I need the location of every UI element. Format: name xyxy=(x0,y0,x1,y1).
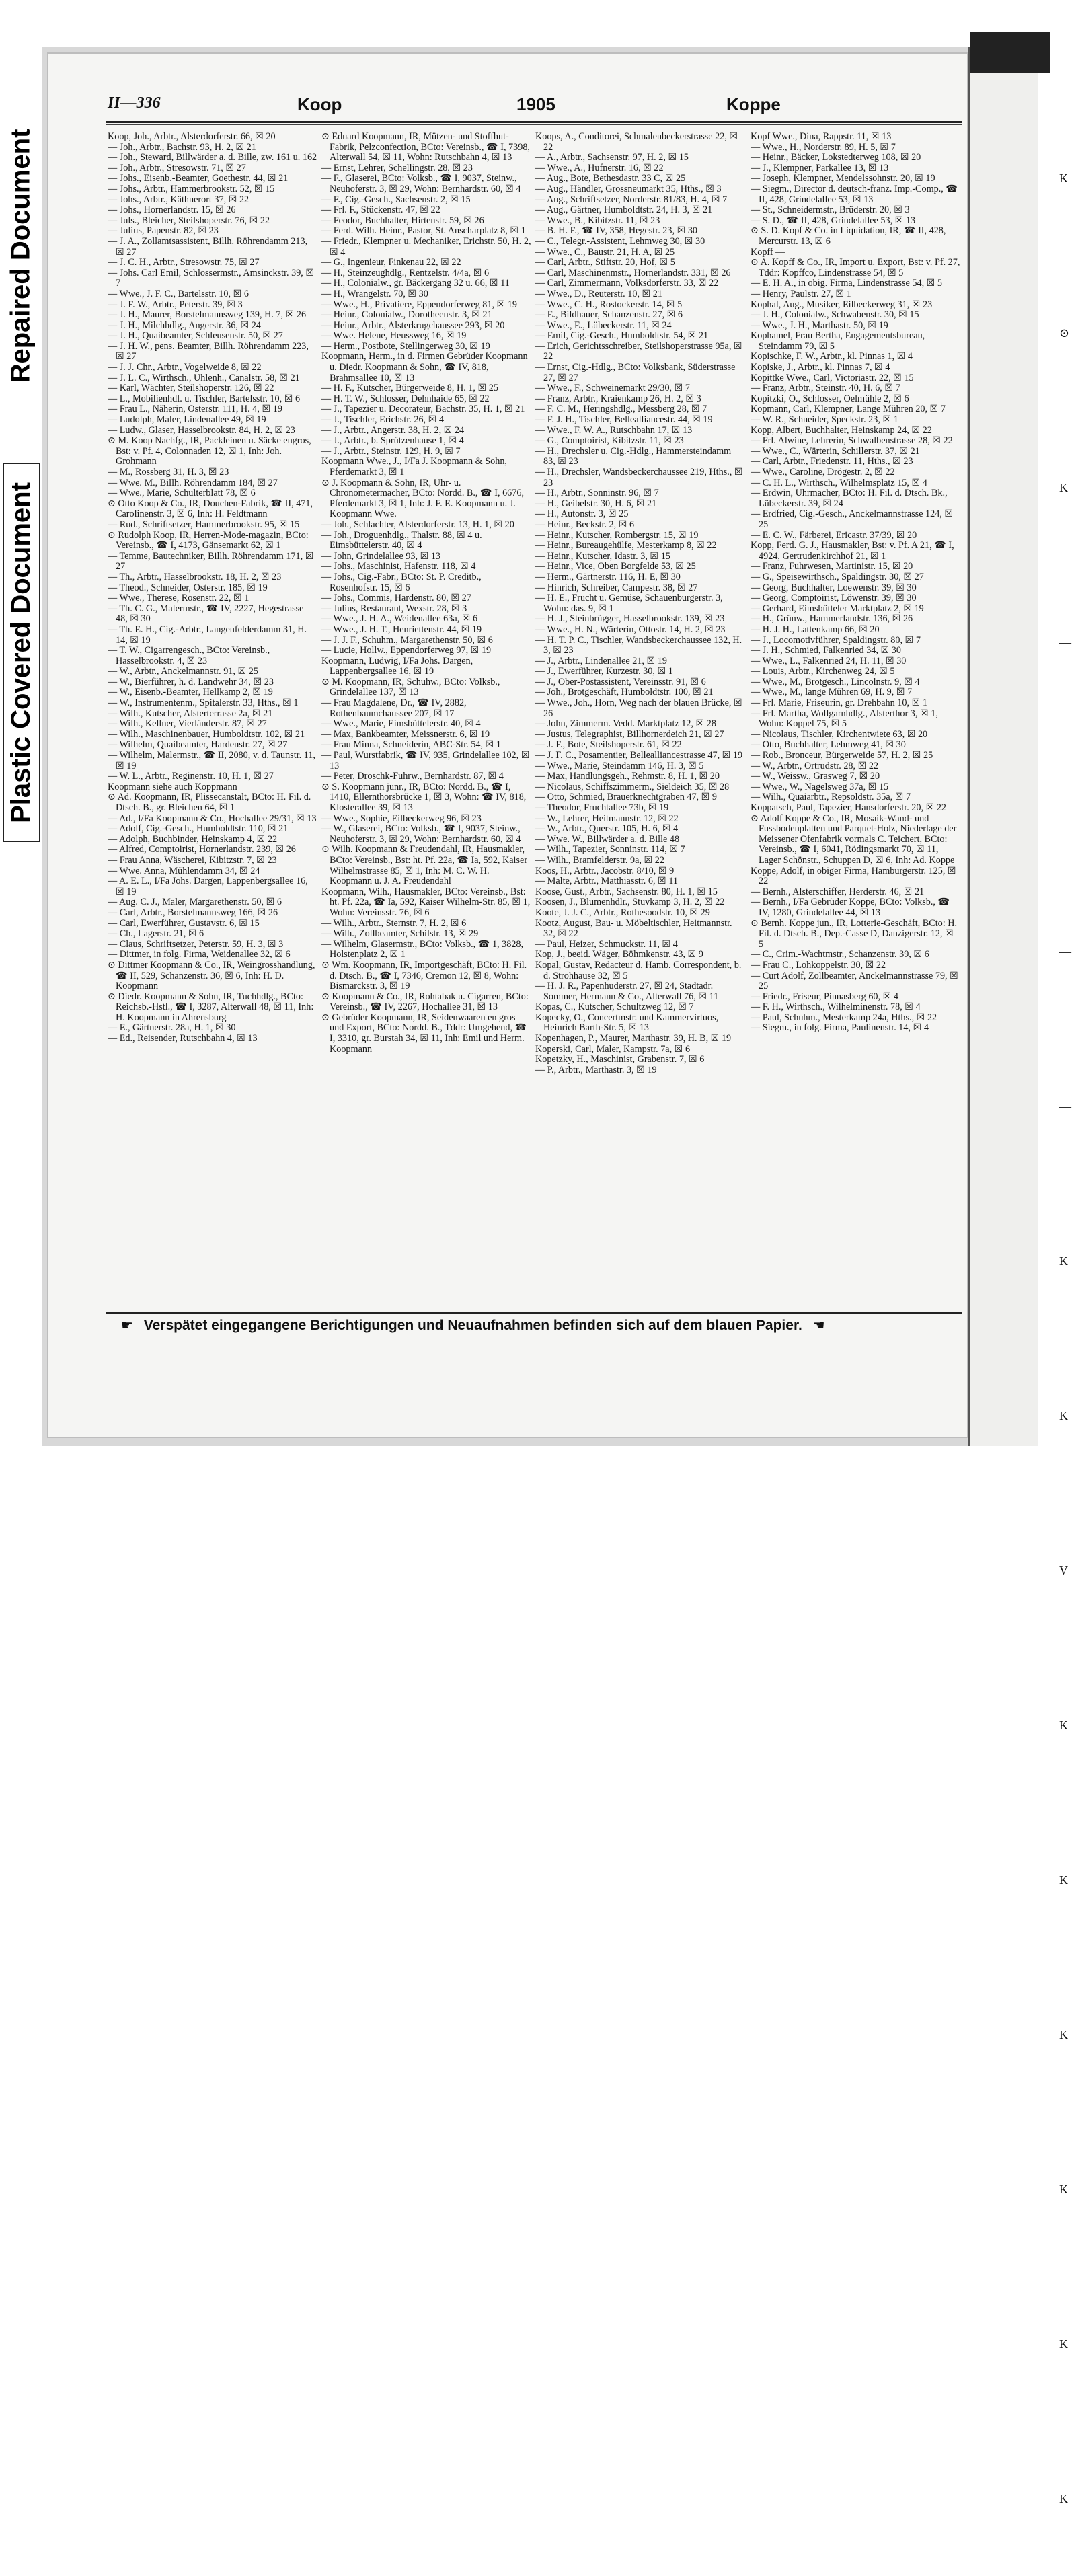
directory-entry: — Juls., Bleicher, Steilshoperstr. 76, ☒ 22 xyxy=(108,215,270,226)
directory-entry: — Wilh., Zollbeamter, Schilstr. 13, ☒ 29 xyxy=(321,928,479,940)
directory-entry: — Ad., I/Fa Koopmann & Co., Hochallee 29/31, ☒ 13 xyxy=(108,812,317,824)
directory-entry: — Carl, Arbtr., Stiftstr. 20, Hof, ☒ 5 xyxy=(535,257,675,268)
directory-entry: — Joh., Brotgeschäft, Humboldtstr. 100, ☒ 21 xyxy=(535,687,714,698)
directory-entry: — Wilhelm, Quaibeamter, Hardenstr. 27, ☒ 27 xyxy=(108,739,288,751)
directory-entry: — J. J. F., Schuhm., Margarethenstr. 50, ☒ 6 xyxy=(321,634,493,646)
directory-entry: — M., Rossberg 31, H. 3, ☒ 23 xyxy=(108,467,229,478)
directory-entry: Kophal, Aug., Musiker, Eilbeckerweg 31, ☒ 23 xyxy=(751,299,933,310)
directory-entry: — Johs., Arbtr., Käthnerort 37, ☒ 22 xyxy=(108,194,249,205)
adjacent-page-letters: K ⊙ K — — — — K K V K K K K K K xyxy=(1059,172,1071,2505)
directory-entry: — Georg, Buchhalter, Loewenstr. 39, ☒ 30 xyxy=(751,582,917,593)
directory-entry: — Alfred, Comptoirist, Hornerlandstr. 239, ☒ 26 xyxy=(108,844,296,856)
directory-entry: — J. C. H., Arbtr., Stresowstr. 75, ☒ 27 xyxy=(108,257,260,268)
header-rule-thin xyxy=(106,124,962,125)
plastic-covered-label xyxy=(0,464,43,841)
directory-entry: — Rud., Schriftsetzer, Hammerbrookstr. 95, ☒ 15 xyxy=(108,519,300,530)
directory-entry: — Heinr., Beckstr. 2, ☒ 6 xyxy=(535,519,635,530)
directory-entry: — Wwe., C., Wärterin, Schillerstr. 37, ☒ 21 xyxy=(751,445,920,457)
directory-entry: — Herm., Postbote, Stellingerweg 30, ☒ 19 xyxy=(321,340,490,352)
directory-entry: Kopitzki, O., Schlosser, Oelmühle 2, ☒ 6 xyxy=(751,393,909,404)
directory-entry: — Wwe., Marie, Schulterblatt 78, ☒ 6 xyxy=(108,488,256,499)
directory-entry: — Carl, Ewerführer, Gustavstr. 6, ☒ 15 xyxy=(108,917,260,929)
directory-entry: Koopmann, Wilh., Hausmakler, BCto: Vereinsb., Bst: ht. Pf. 22a, ☎ Ia, 592, Kaiser Wilhelm-Str. 85, ☒ 1, Wohn: Vereinsstr. 76, ☒ 6 xyxy=(321,886,531,918)
directory-entry: — Wilh., Bramfelderstr. 9a, ☒ 22 xyxy=(535,854,664,866)
directory-entry: — Ed., Reisender, Rutschbahn 4, ☒ 13 xyxy=(108,1033,258,1045)
directory-entry: — Wwe., Sophie, Eilbeckerweg 96, ☒ 23 xyxy=(321,812,482,824)
directory-entry: — W. L., Arbtr., Reginenstr. 10, H. 1, ☒ 27 xyxy=(108,771,274,782)
directory-entry: Koppe, Adolf, in obiger Firma, Hamburgerstr. 125, ☒ 22 xyxy=(751,865,956,887)
directory-entry: — J. F. C., Posamentier, Bellealliancestrasse 47, ☒ 19 xyxy=(535,750,743,761)
footer-rule xyxy=(106,1312,962,1314)
directory-entry: — W., Arbtr., Anckelmannstr. 91, ☒ 25 xyxy=(108,666,258,677)
directory-entry: — E. C. W., Färberei, Ericastr. 37/39, ☒ 20 xyxy=(751,529,917,541)
directory-entry: — Wilh., Kutscher, Alsterterrasse 2a, ☒ 21 xyxy=(108,708,273,719)
directory-entry: — F., Glaserei, BCto: Volksb., ☎ I, 9037, Steinw., Neuhoferstr. 3, ☒ 29, Wohn: Bernhardstr. 60, ☒ 4 xyxy=(321,173,521,194)
directory-entry: — Wwe., M., lange Mühren 69, H. 9, ☒ 7 xyxy=(751,687,913,698)
directory-entry: — Otto, Schmied, Brauerknechtgraben 47, ☒ 9 xyxy=(535,792,717,803)
directory-entry: — Bernh., I/Fa Gebrüder Koppe, BCto: Volksb., ☎ IV, 1280, Grindelallee 44, ☒ 13 xyxy=(751,897,950,918)
directory-entry: — F. J. H., Tischler, Bellealliancestr. 44, ☒ 19 xyxy=(535,414,713,426)
header-rule xyxy=(106,121,962,123)
directory-entry: — Johs., Commis, Hardenstr. 80, ☒ 27 xyxy=(321,593,471,604)
directory-entry: — Henry, Paulstr. 27, ☒ 1 xyxy=(751,288,851,299)
directory-entry: Kopf Wwe., Dina, Rappstr. 11, ☒ 13 xyxy=(751,132,892,142)
directory-entry: — Carl, Arbtr., Friedenstr. 11, Hths., ☒ 23 xyxy=(751,456,913,467)
directory-entry: — Franz, Arbtr., Kraienkamp 26, H. 2, ☒ 3 xyxy=(535,393,701,404)
directory-entry: ⊙ Eduard Koopmann, IR, Mützen- und Stoffhut-Fabrik, Pelzconfection, BCto: Vereinsb., ☎ I, 7398, Alterwall 54, ☒ 11, Wohn: Rutschbahn 4, ☒ 13 xyxy=(321,132,530,163)
directory-entry: — J., Ewerführer, Kurzestr. 30, ☒ 1 xyxy=(535,666,673,677)
footer-notice: Verspätet eingegangene Berichtigungen und Neuaufnahmen befinden sich auf dem blauen Papier. xyxy=(143,1318,802,1333)
directory-entry: — Otto, Buchhalter, Lehmweg 41, ☒ 30 xyxy=(751,739,906,751)
directory-entry: — Erdfried, Cig.-Gesch., Anckelmannstrasse 124, ☒ 25 xyxy=(751,508,954,530)
directory-entry: — Wwe., H. N., Wärterin, Ottostr. 14, H. 2, ☒ 23 xyxy=(535,623,726,635)
directory-entry: — Wilhelm, Malermstr., ☎ II, 2080, v. d. Taunstr. 11, ☒ 19 xyxy=(108,750,315,771)
directory-entry: — Franz, Arbtr., Steinstr. 40, H. 6, ☒ 7 xyxy=(751,383,900,394)
directory-entry: — Joh., Arbtr., Bachstr. 93, H. 2, ☒ 21 xyxy=(108,141,256,153)
directory-entry: — Wwe. Anna, Mühlendamm 34, ☒ 24 xyxy=(108,865,260,876)
directory-entry: — H., Drechsler, Wandsbeckerchaussee 219, Hths., ☒ 23 xyxy=(535,467,743,488)
directory-entry: — G., Speisewirthsch., Spaldingstr. 30, ☒ 27 xyxy=(751,571,924,582)
directory-entry: Koopmann Wwe., J., I/Fa J. Koopmann & Sohn, Pferdemarkt 3, ☒ 1 xyxy=(321,456,507,478)
directory-entry: — Wilh., Kellner, Vierländerstr. 87, ☒ 27 xyxy=(108,718,267,730)
directory-entry: — Erdwin, Uhrmacher, BCto: H. Fil. d. Dtsch. Bk., Lübeckerstr. 39, ☒ 24 xyxy=(751,488,948,509)
directory-entry: — Ludw., Glaser, Hasselbrookstr. 84, H. 2, ☒ 23 xyxy=(108,424,295,436)
directory-entry: — Wwe., L., Falkenried 24, H. 11, ☒ 30 xyxy=(751,655,907,667)
directory-entry: — W., Arbtr., Ortrudstr. 28, ☒ 22 xyxy=(751,760,879,771)
directory-entry: — Theodor, Fruchtallee 73b, ☒ 19 xyxy=(535,802,669,813)
directory-entry: ⊙ Dittmer Koopmann & Co., IR, Weingrosshandlung, ☎ II, 529, Schanzenstr. 36, ☒ 6, Inh: H. D. Koopmann xyxy=(108,959,315,992)
directory-entry: Kopittke Wwe., Carl, Victoriastr. 22, ☒ 15 xyxy=(751,372,914,383)
directory-entry: — H. J. R., Papenhuderstr. 27, ☒ 24, Stadtadr. Sommer, Hermann & Co., Alterwall 76, ☒ 11 xyxy=(535,981,719,1002)
directory-entry: — Johs. Carl Emil, Schlossermstr., Amsinckstr. 39, ☒ 7 xyxy=(108,267,315,289)
directory-entry: — Aug., Händler, Grossneumarkt 35, Hths., ☒ 3 xyxy=(535,183,722,194)
directory-entry: — Max, Handlungsgeh., Rehmstr. 8, H. 1, ☒ 20 xyxy=(535,771,720,782)
directory-entry: — Wwe., H., Norderstr. 89, H. 5, ☒ 7 xyxy=(751,141,896,153)
directory-entry: Kop, J., beeid. Wäger, Böhmkenstr. 43, ☒ 9 xyxy=(535,949,703,960)
directory-entry: — Johs., Maschinist, Hafenstr. 118, ☒ 4 xyxy=(321,561,476,572)
directory-entry: Kopischke, F. W., Arbtr., kl. Pinnas 1, ☒ 4 xyxy=(751,351,913,363)
directory-entry: — Franz, Fuhrwesen, Martinistr. 15, ☒ 20 xyxy=(751,561,913,572)
directory-entry: — H. J., Steinbrügger, Hasselbrookstr. 139, ☒ 23 xyxy=(535,613,725,625)
directory-entry: — Nicolaus, Tischler, Kirchentwiete 63, ☒ 20 xyxy=(751,728,928,740)
directory-entry: — F., Cig.-Gesch., Sachsenstr. 2, ☒ 15 xyxy=(321,194,471,205)
directory-entry: — H., Drechsler u. Cig.-Hdlg., Hammersteindamm 83, ☒ 23 xyxy=(535,445,732,467)
directory-entry: — Wwe., J. H. A., Weidenallee 63a, ☒ 6 xyxy=(321,613,478,625)
directory-entry: — J. H., Maurer, Borstelmannsweg 139, H. 7, ☒ 26 xyxy=(108,309,307,321)
directory-entry: — A. E. L., I/Fa Johs. Dargen, Lappenbergsallee 16, ☒ 19 xyxy=(108,876,308,897)
directory-entry: — Heinr., Bäcker, Lokstedterweg 108, ☒ 20 xyxy=(751,152,921,163)
directory-entry: Koops, A., Conditorei, Schmalenbeckerstrasse 22, ☒ 22 xyxy=(535,132,738,153)
directory-entry: ⊙ S. Koopmann junr., IR, BCto: Nordd. B., ☎ I, 1410, Ellernthorsbrücke 1, ☒ 3, Wohn: ☎ IV, 818, Klosterallee 39, ☒ 13 xyxy=(321,781,527,813)
directory-entry: Kopp, Ferd. G. J., Hausmakler, Bst: v. Pf. A 21, ☎ I, 4924, Gertrudenkirchhof 21, ☒ 1 xyxy=(751,540,954,562)
header-left-keyword: Koop xyxy=(297,94,342,114)
directory-entry: — W., Weissw., Grasweg 7, ☒ 20 xyxy=(751,771,880,782)
directory-entry: — W., Eisenb.-Beamter, Hellkamp 2, ☒ 19 xyxy=(108,687,273,698)
directory-entry: — Carl, Maschinenmstr., Hornerlandstr. 331, ☒ 26 xyxy=(535,267,731,278)
directory-entry: — J., Locomotivführer, Spaldingstr. 80, ☒ 7 xyxy=(751,634,921,646)
directory-entry: — Heinr., Kutscher, Idastr. 3, ☒ 15 xyxy=(535,550,670,562)
column-1 xyxy=(108,132,317,1305)
directory-entry: — Wwe., C. H., Rostockerstr. 14, ☒ 5 xyxy=(535,299,683,310)
directory-entry: — Friedr., Klempner u. Mechaniker, Erichstr. 50, H. 2, ☒ 4 xyxy=(321,235,531,258)
directory-entry: — Wwe., F. W. A., Rutschbahn 17, ☒ 13 xyxy=(535,424,693,436)
directory-entry: — Julius, Restaurant, Wexstr. 28, ☒ 3 xyxy=(321,603,467,614)
directory-entry: — Ludolph, Maler, Lindenallee 49, ☒ 19 xyxy=(108,414,266,426)
directory-entry: — Max, Bankbeamter, Meissnerstr. 6, ☒ 19 xyxy=(321,728,490,740)
directory-entry: — C., Crim.-Wachtmstr., Schanzenstr. 39, ☒ 6 xyxy=(751,949,929,960)
directory-entry: — J. A., Zollamtsassistent, Billh. Röhrendamm 213, ☒ 27 xyxy=(108,235,308,258)
directory-entry: — Wwe., E., Lübeckerstr. 11, ☒ 24 xyxy=(535,319,672,331)
directory-entry: — John, Zimmerm. Vedd. Marktplatz 12, ☒ 28 xyxy=(535,718,716,730)
directory-entry: — Adolph, Buchbinder, Heinskamp 4, ☒ 22 xyxy=(108,833,278,845)
directory-entry: — Ernst, Cig.-Hdlg., BCto: Volksbank, Süderstrasse 27, ☒ 27 xyxy=(535,362,736,383)
directory-entry: — Temme, Bautechniker, Billh. Röhrendamm 171, ☒ 27 xyxy=(108,550,314,572)
directory-entry: — Wwe., H., Privatiere, Eppendorferweg 81, ☒ 19 xyxy=(321,299,518,310)
directory-entry: — Johs., Cig.-Fabr., BCto: St. P. Creditb., Rosenhofstr. 15, ☒ 6 xyxy=(321,571,482,593)
directory-entry: — Frl. Alwine, Lehrerin, Schwalbenstrasse 28, ☒ 22 xyxy=(751,435,953,447)
directory-entry: — J. F. W., Arbtr., Peterstr. 39, ☒ 3 xyxy=(108,299,243,310)
directory-entry: — J., Ober-Postassistent, Vereinsstr. 91, ☒ 6 xyxy=(535,676,706,687)
directory-entry: — J., Arbtr., Lindenallee 21, ☒ 19 xyxy=(535,655,667,667)
directory-entry: ⊙ J. Koopmann & Sohn, IR, Uhr- u. Chronometermacher, BCto: Nordd. B., ☎ I, 6676, Pferdemarkt 3, ☒ 1, Inh: J. F. E. Koopmann u. J. Koopmann Wwe. xyxy=(321,477,524,520)
directory-entry: Koopmann, Herm., in d. Firmen Gebrüder Koopmann u. Diedr. Koopmann & Sohn, ☎ IV, 818, Brahmsallee 10, ☒ 13 xyxy=(321,351,528,383)
directory-entry: — Karl, Wächter, Steilshoperstr. 126, ☒ 22 xyxy=(108,383,274,394)
directory-entry: — H. E., Frucht u. Gemüse, Schauenburgerstr. 3, Wohn: das. 9, ☒ 1 xyxy=(535,593,723,614)
directory-entry: — Frau L., Näherin, Osterstr. 111, H. 4, ☒ 19 xyxy=(108,404,282,415)
directory-entry: — Hinrich, Schreiber, Campestr. 38, ☒ 27 xyxy=(535,582,698,593)
header-right-keyword: Koppe xyxy=(726,94,781,114)
directory-entry: — J. H., Milchhdlg., Angerstr. 36, ☒ 24 xyxy=(108,319,261,331)
directory-entry: — Wwe., M., Brotgesch., Lincolnstr. 9, ☒ 4 xyxy=(751,676,920,687)
directory-entry: — J. J. Chr., Arbtr., Vogelweide 8, ☒ 22 xyxy=(108,362,262,373)
directory-entry: — W. R., Schneider, Speckstr. 23, ☒ 1 xyxy=(751,414,898,426)
directory-entry: — G., Ingenieur, Finkenau 22, ☒ 22 xyxy=(321,257,461,268)
directory-entry: — H., Grünw., Hammerlandstr. 136, ☒ 26 xyxy=(751,613,913,625)
directory-entry: — Herm., Gärtnerstr. 116, H. E, ☒ 30 xyxy=(535,571,681,582)
directory-entry: — Ch., Lagerstr. 21, ☒ 6 xyxy=(108,928,204,940)
directory-entry: — Paul, Wurstfabrik, ☎ IV, 935, Grindelallee 102, ☒ 13 xyxy=(321,750,530,771)
directory-entry: — Ernst, Lehrer, Schellingstr. 28, ☒ 23 xyxy=(321,162,473,174)
directory-entry: — J., Tischler, Erichstr. 26, ☒ 4 xyxy=(321,414,445,426)
directory-entry: Kootz, August, Bau- u. Möbeltischler, Heitmannstr. 32, ☒ 22 xyxy=(535,917,732,940)
directory-entry: — Wwe., D., Reuterstr. 10, ☒ 21 xyxy=(535,288,662,299)
directory-entry: — Rob., Bronceur, Bürgerweide 57, H. 2, ☒ 25 xyxy=(751,750,933,761)
directory-entry: — Frau Minna, Schneiderin, ABC-Str. 54, ☒ 1 xyxy=(321,739,501,751)
directory-entry: — Lucie, Hollw., Eppendorferweg 97, ☒ 19 xyxy=(321,645,492,656)
directory-entry: — Siegm., Director d. deutsch-franz. Imp.-Comp., ☎ II, 428, Grindelallee 53, ☒ 13 xyxy=(751,183,958,205)
directory-entry: — G., Comptoirist, Kibitzstr. 11, ☒ 23 xyxy=(535,435,684,447)
directory-entry: — J. H., Quaibeamter, Schleusenstr. 50, ☒ 27 xyxy=(108,330,283,342)
directory-entry: — Aug., Schriftsetzer, Norderstr. 81/83, H. 4, ☒ 7 xyxy=(535,194,728,205)
directory-entry: — H., Arbtr., Sonninstr. 96, ☒ 7 xyxy=(535,488,659,499)
directory-entry: — Wwe., W., Nagelsweg 37a, ☒ 15 xyxy=(751,781,889,792)
directory-entry: — Dittmer, in folg. Firma, Weidenallee 32, ☒ 6 xyxy=(108,949,291,960)
directory-entry: — Frau C., Lohkoppelstr. 30, ☒ 22 xyxy=(751,959,886,971)
directory-entry: Kopmann, Carl, Klempner, Lange Mühren 20, ☒ 7 xyxy=(751,404,946,415)
directory-entry: — Wwe., J. F. C., Bartelsstr. 10, ☒ 6 xyxy=(108,288,249,299)
directory-entry: — H. T. W., Schlosser, Dehnhaide 65, ☒ 22 xyxy=(321,393,490,404)
directory-entry: — Wwe., F., Schweinemarkt 29/30, ☒ 7 xyxy=(535,383,691,394)
directory-entry: — J. H., Colonialw., Schwabenstr. 30, ☒ 15 xyxy=(751,309,919,321)
directory-entry: — F. C. M., Heringshdlg., Messberg 28, ☒ 7 xyxy=(535,404,707,415)
directory-entry: — Heinr., Colonialw., Dorotheenstr. 3, ☒ 21 xyxy=(321,309,492,321)
directory-entry: Koperski, Carl, Maler, Kampstr. 7a, ☒ 6 xyxy=(535,1043,691,1055)
directory-entry: — J. L. C., Wirthsch., Uhlenh., Canalstr. 58, ☒ 21 xyxy=(108,372,300,383)
directory-entry: — Wwe. M., Billh. Röhrendamm 184, ☒ 27 xyxy=(108,477,278,488)
directory-entry: — Frl. Marie, Friseurin, gr. Drehbahn 10, ☒ 1 xyxy=(751,697,927,709)
directory-entry: — Wwe., Caroline, Drögestr. 2, ☒ 22 xyxy=(751,467,895,478)
directory-entry: Koose, Gust., Arbtr., Sachsenstr. 80, H. 1, ☒ 15 xyxy=(535,886,718,897)
directory-entry: Kopenhagen, P., Maurer, Marthastr. 39, H. B, ☒ 19 xyxy=(535,1033,732,1045)
directory-entry: — Joh., Steward, Billwärder a. d. Bille, zw. 161 u. 162 xyxy=(108,152,317,163)
directory-entry: — Aug. C. J., Maler, Margarethenstr. 50, ☒ 6 xyxy=(108,897,282,908)
adjacent-page-strip xyxy=(968,47,1038,1446)
directory-entry: — Paul, Schuhm., Mesterkamp 24a, Hths., ☒ 22 xyxy=(751,1012,937,1023)
directory-entry: — Georg, Comptoirist, Löwenstr. 39, ☒ 30 xyxy=(751,593,917,604)
directory-entry: — John, Grindelallee 93, ☒ 13 xyxy=(321,550,441,562)
directory-entry: — W., Bierführer, h. d. Landwehr 34, ☒ 23 xyxy=(108,676,274,687)
directory-entry: — Heinr., Vice, Oben Borgfelde 53, ☒ 25 xyxy=(535,561,696,572)
directory-entry: — Justus, Telegraphist, Billhornerdeich 21, ☒ 27 xyxy=(535,728,724,740)
directory-entry: ⊙ Otto Koop & Co., IR, Douchen-Fabrik, ☎ II, 471, Carolinenstr. 3, ☒ 6, Inh: H. Feldtmann xyxy=(108,498,313,520)
directory-entry: — H., Wrangelstr. 70, ☒ 30 xyxy=(321,288,428,299)
directory-entry: — Th. C. G., Malermstr., ☎ IV, 2227, Hegestrasse 48, ☒ 30 xyxy=(108,603,304,625)
directory-entry: — Claus, Schriftsetzer, Peterstr. 59, H. 3, ☒ 3 xyxy=(108,938,284,950)
directory-entry: — C. H. L., Wirthsch., Wilhelmsplatz 15, ☒ 4 xyxy=(751,477,927,488)
directory-entry: — Wwe., A., Hufnerstr. 16, ☒ 22 xyxy=(535,162,664,174)
directory-entry: ⊙ Rudolph Koop, IR, Herren-Mode-magazin, BCto: Vereinsb., ☎ I, 4173, Gänsemarkt 62, ☒ 1 xyxy=(108,529,309,552)
directory-entry: Koosen, J., Blumenhdlr., Stuvkamp 3, H. 2, ☒ 22 xyxy=(535,897,725,908)
directory-entry: — Wilh., Tapezier, Sonninstr. 114, ☒ 7 xyxy=(535,844,685,856)
directory-entry: — Johs., Eisenb.-Beamter, Goethestr. 44, ☒ 21 xyxy=(108,173,289,184)
directory-entry: — Carl, Zimmermann, Volksdorferstr. 33, ☒ 22 xyxy=(535,278,719,289)
directory-entry: — Joseph, Klempner, Mendelssohnstr. 20, ☒ 19 xyxy=(751,173,935,184)
directory-entry: — Johs., Hornerlandstr. 15, ☒ 26 xyxy=(108,204,236,216)
pointing-hand-left-icon: ☚ xyxy=(812,1318,825,1333)
directory-entry: — Wwe., C., Baustr. 21, H. A, ☒ 25 xyxy=(535,246,675,258)
directory-entry: Koos, H., Arbtr., Jacobstr. 8/10, ☒ 9 xyxy=(535,865,675,876)
directory-entry: — Erich, Gerichtsschreiber, Steilshoperstrasse 95a, ☒ 22 xyxy=(535,340,742,363)
directory-entry: — Paul, Heizer, Schmuckstr. 11, ☒ 4 xyxy=(535,938,678,950)
directory-entry: — Bernh., Alsterschiffer, Herderstr. 46, ☒ 21 xyxy=(751,886,925,897)
directory-entry: — Carl, Arbtr., Borstelmannsweg 166, ☒ 26 xyxy=(108,907,278,918)
directory-entry: — Aug., Gärtner, Humboldtstr. 24, H. 3, ☒ 21 xyxy=(535,204,713,216)
directory-entry: — J. F., Bote, Steilshoperstr. 61, ☒ 22 xyxy=(535,739,682,751)
directory-entry: Kopiske, J., Arbtr., kl. Pinnas 7, ☒ 4 xyxy=(751,362,890,373)
directory-entry: — Wwe. Helene, Heussweg 16, ☒ 19 xyxy=(321,330,467,342)
directory-entry: — A., Arbtr., Sachsenstr. 97, H. 2, ☒ 15 xyxy=(535,152,689,163)
directory-entry: — Aug., Bote, Bethesdastr. 33 C, ☒ 25 xyxy=(535,173,686,184)
directory-entry: — W., Arbtr., Querstr. 105, H. 6, ☒ 4 xyxy=(535,823,679,835)
directory-entry: — Julius, Papenstr. 82, ☒ 23 xyxy=(108,225,219,237)
directory-entry: ⊙ Wilh. Koopmann & Freudendahl, IR, Hausmakler, BCto: Vereinsb., Bst: ht. Pf. 22a, ☎ Ia, 592, Kaiser Wilhelmstrasse 85, ☒ 1, Inh: M. C. W. H. Koopmann u. J. A. Freudendahl xyxy=(321,844,528,887)
directory-entry: — E. H. A., in obig. Firma, Lindenstrasse 54, ☒ 5 xyxy=(751,278,943,289)
sidebar xyxy=(0,0,42,1464)
directory-entry: — Peter, Droschk-Fuhrw., Bernhardstr. 87, ☒ 4 xyxy=(321,771,504,782)
directory-entry: — Wwe., Marie, Steindamm 146, H. 3, ☒ 5 xyxy=(535,760,704,771)
directory-entry: — Wwe. W., Billwärder a. d. Bille 48 xyxy=(535,833,680,845)
repaired-document-label xyxy=(0,74,43,437)
plastic-covered-text: Plastic Covered Document xyxy=(5,482,36,823)
directory-entry: — Gerhard, Eimsbütteler Marktplatz 2, ☒ 19 xyxy=(751,603,924,614)
directory-entry: — H., Steinzeughdlg., Rentzelstr. 4/4a, ☒ 6 xyxy=(321,267,490,278)
directory-entry: Koote, J. J. C., Arbtr., Rothesoodstr. 10, ☒ 29 xyxy=(535,907,710,918)
column-2 xyxy=(321,132,531,1305)
directory-entry: Koopmann, Ludwig, I/Fa Johs. Dargen, Lappenbergsallee 16, ☒ 19 xyxy=(321,655,473,677)
directory-entry: — H., Geibelstr. 30, H. 6, ☒ 21 xyxy=(535,498,657,509)
directory-entry: Koppatsch, Paul, Tapezier, Hansdorferstr. 20, ☒ 22 xyxy=(751,802,947,813)
header-year: 1905 xyxy=(516,94,555,114)
directory-entry: — W., Lehrer, Heitmannstr. 12, ☒ 22 xyxy=(535,812,679,824)
directory-entry: — Wilhelm, Glasermstr., BCto: Volksb., ☎ 1, 3828, Holstenplatz 2, ☒ 1 xyxy=(321,938,524,960)
directory-entry: Kopal, Gustav, Redacteur d. Hamb. Correspondent, b. d. Strohhause 32, ☒ 5 xyxy=(535,959,742,981)
directory-entry: — J., Arbtr., Steinstr. 129, H. 9, ☒ 7 xyxy=(321,445,461,457)
directory-entry: — W., Instrumentenm., Spitalerstr. 33, Hths., ☒ 1 xyxy=(108,697,299,709)
directory-entry: — Wwe., J. H., Marthastr. 50, ☒ 19 xyxy=(751,319,888,331)
directory-entry: Koop, Joh., Arbtr., Alsterdorferstr. 66, ☒ 20 xyxy=(108,132,276,142)
directory-entry: ⊙ Diedr. Koopmann & Sohn, IR, Tuchhdlg., BCto: Reichsb.-Hstl., ☎ I, 3287, Alterwall 48, ☒ 11, Inh: H. Koopmann in Ahrensburg xyxy=(108,991,314,1023)
directory-entry: ⊙ Adolf Koppe & Co., IR, Mosaik-Wand- und Fussbodenplatten und Parquet-Holz, Niederlage der Meissener Ofenfabrik vormals C. Teichert, BCto: Vereinsb., ☎ I, 6041, Rödingsmarkt 70, ☒ 11, Lager Schönstr., Schuppen D, ☒ 6, Inh: Ad. Koppe xyxy=(751,812,957,866)
directory-entry: — Louis, Arbtr., Kirchenweg 24, ☒ 5 xyxy=(751,666,895,677)
directory-entry: — J., Tapezier u. Decorateur, Bachstr. 35, H. 1, ☒ 21 xyxy=(321,404,525,415)
directory-entry: ⊙ S. D. Kopf & Co. in Liquidation, IR, ☎ II, 428, Mercurstr. 13, ☒ 6 xyxy=(751,225,946,247)
directory-entry: — J., Arbtr., b. Sprützenhause 1, ☒ 4 xyxy=(321,435,464,447)
directory-entry: — H. J. H., Lattenkamp 66, ☒ 20 xyxy=(751,623,880,635)
directory-entry: — Wwe., Marie, Eimsbüttelerstr. 40, ☒ 4 xyxy=(321,718,481,730)
directory-entry: — Frl. Martha, Wollgarnhdlg., Alsterthor 3, ☒ 1, Wohn: Koppel 75, ☒ 5 xyxy=(751,708,938,730)
directory-entry: — Adolf, Cig.-Gesch., Humboldtstr. 110, ☒ 21 xyxy=(108,823,289,835)
directory-entry: — H., Autonstr. 3, ☒ 25 xyxy=(535,508,629,520)
directory-entry: — Emil, Cig.-Gesch., Humboldtstr. 54, ☒ 21 xyxy=(535,330,709,342)
directory-entry: — Wwe., J. H. T., Henriettenstr. 44, ☒ 19 xyxy=(321,623,482,635)
directory-entry: — Johs., Arbtr., Hammerbrookstr. 52, ☒ 15 xyxy=(108,183,275,194)
directory-entry: — Joh., Droguenhdlg., Thalstr. 88, ☒ 4 u. Eimsbüttelerstr. 40, ☒ 4 xyxy=(321,529,482,552)
directory-entry: — J., Arbtr., Angerstr. 38, H. 2, ☒ 24 xyxy=(321,424,465,436)
directory-entry: — T. W., Cigarrengesch., BCto: Vereinsb., Hasselbrookstr. 4, ☒ 23 xyxy=(108,645,270,667)
page-header xyxy=(108,94,965,117)
directory-entry: Kopff — xyxy=(751,246,785,258)
column-4 xyxy=(751,132,960,1305)
directory-entry: — Ferd. Wilh. Heinr., Pastor, St. Anscharplatz 8, ☒ 1 xyxy=(321,225,526,237)
directory-entry: — J. H. W., pens. Beamter, Billh. Röhrendamm 223, ☒ 27 xyxy=(108,340,309,363)
pointing-hand-right-icon: ☛ xyxy=(121,1318,133,1333)
directory-entry: — Frau Magdalene, Dr., ☎ IV, 2882, Rothenbaumchaussee 207, ☒ 17 xyxy=(321,697,467,719)
directory-entry: — J., Klempner, Parkallee 13, ☒ 13 xyxy=(751,162,889,174)
directory-entry: — Heinr., Bureaugehülfe, Mesterkamp 8, ☒ 22 xyxy=(535,540,717,552)
column-3 xyxy=(535,132,745,1305)
directory-entry: — Th., Arbtr., Hasselbrookstr. 18, H. 2, ☒ 23 xyxy=(108,571,282,582)
directory-entry: ⊙ M. Koopmann, IR, Schuhw., BCto: Volksb., Grindelallee 137, ☒ 13 xyxy=(321,676,500,698)
directory-entry: — Frau Anna, Wäscherei, Kibitzstr. 7, ☒ 23 xyxy=(108,854,277,866)
directory-entry: — Wilh., Quaiarbtr., Repsoldstr. 35a, ☒ 7 xyxy=(751,792,911,803)
directory-entry: — J. H., Schmied, Falkenried 34, ☒ 30 xyxy=(751,645,901,656)
directory-entry: — Malte, Arbtr., Matthiasstr. 6, ☒ 11 xyxy=(535,876,678,887)
directory-entry: — Heinr., Arbtr., Alsterkrugchaussee 293, ☒ 20 xyxy=(321,319,505,331)
directory-entry: — W., Glaserei, BCto: Volksb., ☎ I, 9037, Steinw., Neuhoferstr. 3, ☒ 29, Wohn: Bernhardstr. 60, ☒ 4 xyxy=(321,823,521,845)
directory-entry: — Wwe., Joh., Horn, Weg nach der blauen Brücke, ☒ 26 xyxy=(535,697,742,719)
directory-entry: — B. H. F., ☎ IV, 358, Hegestr. 23, ☒ 30 xyxy=(535,225,698,237)
directory-entry: Kopp, Albert, Buchhalter, Heinskamp 24, ☒ 22 xyxy=(751,424,932,436)
directory-entry: — E., Gärtnerstr. 28a, H. 1, ☒ 30 xyxy=(108,1022,236,1034)
directory-entry: — E., Bildhauer, Schanzenstr. 27, ☒ 6 xyxy=(535,309,683,321)
directory-entry: Kopecky, O., Concertmstr. und Kammervirtuos, Heinrich Barth-Str. 5, ☒ 13 xyxy=(535,1012,719,1034)
directory-entry: — S. D., ☎ II, 428, Grindelallee 53, ☒ 13 xyxy=(751,215,916,226)
directory-entry: Koopmann siehe auch Koppmann xyxy=(108,781,237,792)
directory-entry: — Joh., Arbtr., Stresowstr. 71, ☒ 27 xyxy=(108,162,246,174)
directory-entry: — H. T. P. C., Tischler, Wandsbeckerchaussee 132, H. 3, ☒ 23 xyxy=(535,634,742,656)
directory-entry: — P., Arbtr., Marthastr. 3, ☒ 19 xyxy=(535,1064,657,1075)
directory-entry: — Wilh., Arbtr., Sternstr. 7, H. 2, ☒ 6 xyxy=(321,917,467,929)
directory-entry: ⊙ Ad. Koopmann, IR, Plissecanstalt, BCto: H. Fil. d. Dtsch. B., gr. Bleichen 64, ☒ 1 xyxy=(108,792,311,813)
directory-entry: — Feodor, Buchhalter, Hirtenstr. 59, ☒ 26 xyxy=(321,215,484,226)
directory-entry: — Wwe., B., Kibitzstr. 11, ☒ 23 xyxy=(535,215,660,226)
directory-entry: — Friedr., Friseur, Pinnasberg 60, ☒ 4 xyxy=(751,991,898,1002)
directory-entry: Kopetzky, H., Maschinist, Grabenstr. 7, ☒ 6 xyxy=(535,1054,705,1065)
repaired-document-text: Repaired Document xyxy=(5,128,36,383)
directory-entry: — L., Mobilienhdl. u. Tischler, Bartelsstr. 10, ☒ 6 xyxy=(108,393,301,404)
directory-entry: — Wilh., Maschinenbauer, Humboldtstr. 102, ☒ 21 xyxy=(108,728,305,740)
directory-entry: — Joh., Schlachter, Alsterdorferstr. 13, H. 1, ☒ 20 xyxy=(321,519,514,530)
directory-entry: — St., Schneidermstr., Brüderstr. 20, ☒ 3 xyxy=(751,204,910,216)
directory-entry: ⊙ Bernh. Koppe jun., IR, Lotterie-Geschäft, BCto: H. Fil. d. Dtsch. B., Dep.-Casse D, Danzigerstr. 12, ☒ 5 xyxy=(751,917,958,950)
directory-entry: Kopas, C., Kutscher, Schultzweg 12, ☒ 7 xyxy=(535,1001,694,1013)
page-number: II—336 xyxy=(108,94,161,112)
directory-entry: ⊙ Koopmann & Co., IR, Rohtabak u. Cigarren, BCto: Vereinsb., ☎ IV, 2267, Hochallee 31, ☒ 13 xyxy=(321,991,529,1013)
directory-entry: — Theod., Schneider, Osterstr. 185, ☒ 19 xyxy=(108,582,268,593)
directory-entry: — C., Telegr.-Assistent, Lehmweg 30, ☒ 30 xyxy=(535,235,705,247)
directory-entry: ⊙ A. Kopff & Co., IR, Import u. Export, Bst: v. Pf. 27, Tddr: Kopffco, Lindenstrasse 54, ☒ 5 xyxy=(751,257,960,278)
directory-entry: — Wwe., Therese, Rosenstr. 22, ☒ 1 xyxy=(108,593,249,604)
directory-entry: ⊙ Gebrüder Koopmann, IR, Seidenwaaren en gros und Export, BCto: Nordd. B., Tddr: Umgehend, ☎ I, 3310, gr. Burstah 34, ☒ 11, Inh: Emil und Herm. Koopmann xyxy=(321,1012,527,1055)
directory-entry: — Heinr., Kutscher, Rombergstr. 15, ☒ 19 xyxy=(535,529,699,541)
scan-corner-shadow xyxy=(970,32,1050,73)
directory-entry: ⊙ Wm. Koopmann, IR, Importgeschäft, BCto: H. Fil. d. Dtsch. B., ☎ I, 7346, Cremon 12, ☒ 8, Wohn: Bismarckstr. 3, ☒ 19 xyxy=(321,959,527,992)
directory-entry: — Frl. F., Stückenstr. 47, ☒ 22 xyxy=(321,204,440,216)
directory-entry: — Nicolaus, Schiffszimmerm., Sieldeich 35, ☒ 28 xyxy=(535,781,730,792)
directory-entry: — Curt Adolf, Zollbeamter, Anckelmannstrasse 79, ☒ 25 xyxy=(751,970,958,992)
page-footer xyxy=(121,1317,962,1334)
directory-entry: — H. F., Kutscher, Bürgerweide 8, H. 1, ☒ 25 xyxy=(321,383,498,394)
directory-entry: — Siegm., in folg. Firma, Paulinenstr. 14, ☒ 4 xyxy=(751,1022,929,1034)
directory-entry: Kophamel, Frau Bertha, Engagementsbureau, Steindamm 79, ☒ 5 xyxy=(751,330,925,352)
directory-entry: — F. H., Wirthsch., Wilhelminenstr. 78, ☒ 4 xyxy=(751,1001,921,1013)
directory-entry: — H., Colonialw., gr. Bäckergang 32 u. 66, ☒ 11 xyxy=(321,278,510,289)
directory-entry: — Th. E. H., Cig.-Arbtr., Langenfelderdamm 31, H. 14, ☒ 19 xyxy=(108,623,307,646)
directory-entry: ⊙ M. Koop Nachfg., IR, Packleinen u. Säcke engros, Bst: v. Pf. 4, Colonnaden 12, ☒ 1, Inh: Joh. Grohmann xyxy=(108,435,311,467)
